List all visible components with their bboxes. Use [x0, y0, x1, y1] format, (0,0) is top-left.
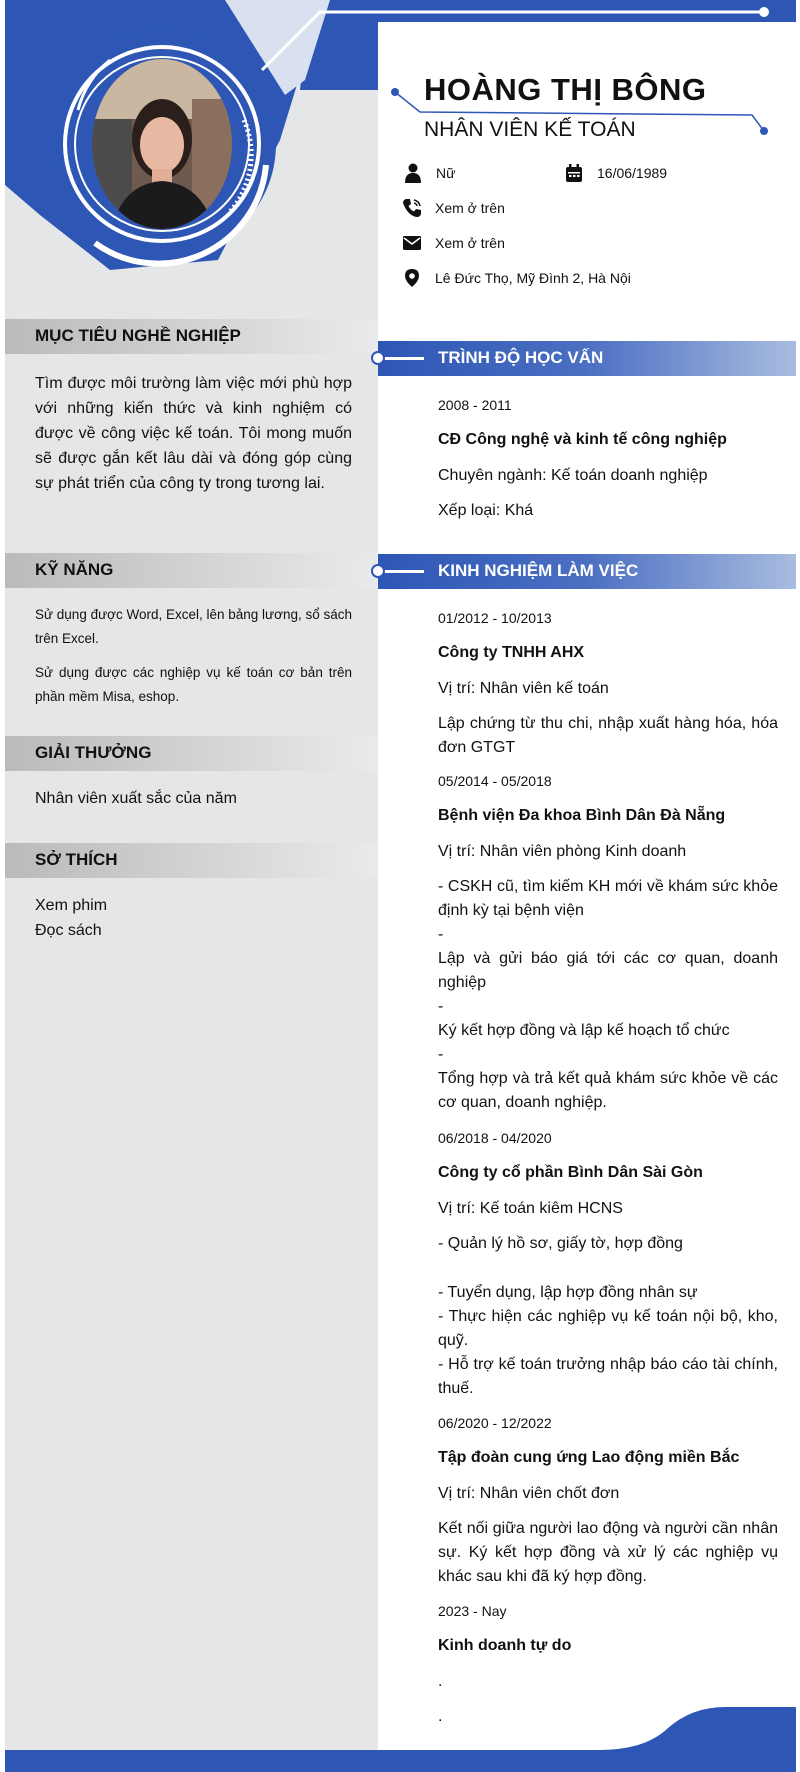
- education-period: 2008 - 2011: [438, 397, 512, 413]
- award-item: Nhân viên xuất sắc của năm: [35, 790, 237, 807]
- job-description: -: [438, 998, 444, 1015]
- job-position: Vị trí: Nhân viên phòng Kinh doanh: [438, 843, 687, 860]
- job-company: Tập đoàn cung ứng Lao động miền Bắc: [438, 1449, 740, 1466]
- job-description: .: [438, 1673, 443, 1690]
- job-company: Công ty cổ phần Bình Dân Sài Gòn: [438, 1164, 703, 1181]
- education-school: CĐ Công nghệ và kinh tế công nghiệp: [438, 431, 727, 448]
- skill-item: Sử dụng được Word, Excel, lên bảng lương, sổ sách trên Excel.: [35, 607, 352, 646]
- job-description: - Thực hiện các nghiệp vụ kế toán nội bộ, kho, quỹ.: [438, 1308, 778, 1349]
- job-description: Lập và gửi báo giá tới các cơ quan, doanh nghiệp: [438, 950, 778, 991]
- job-period: 05/2014 - 05/2018: [438, 773, 552, 789]
- job-description: Lập chứng từ thu chi, nhập xuất hàng hóa, hóa đơn GTGT: [438, 715, 778, 756]
- education-major: Chuyên ngành: Kế toán doanh nghiệp: [438, 467, 708, 484]
- education-grade: Xếp loại: Khá: [438, 502, 534, 519]
- email-info: [402, 233, 505, 253]
- awards-heading: GIẢI THƯỞNG: [35, 743, 152, 762]
- objective-section-header: [5, 319, 378, 354]
- hobbies-section-header: [5, 843, 378, 878]
- objective-text: Tìm được môi trường làm việc mới phù hợp với những kiến thức và kinh nghiệm có được về công việc kế toán. Tôi mong muốn sẽ được gắn kết lâu dài và đóng góp cùng sự phát triển của công ty trong tương lai.: [35, 375, 352, 492]
- phone-info: [402, 198, 505, 218]
- job-description: Kết nối giữa người lao động và người cần nhân sự. Ký kết hợp đồng và xử lý các nghiệp vụ khác sau khi đã ký hợp đồng.: [438, 1520, 778, 1585]
- awards-section-header: [5, 736, 378, 771]
- hobby-item: Xem phim: [35, 897, 108, 914]
- birthday-info: [564, 163, 667, 183]
- education-heading: TRÌNH ĐỘ HỌC VẤN: [438, 348, 604, 367]
- address-value: Lê Đức Thọ, Mỹ Đình 2, Hà Nội: [435, 270, 631, 286]
- person-icon: [403, 163, 423, 183]
- objective-heading: MỤC TIÊU NGHỀ NGHIỆP: [35, 326, 241, 345]
- skills-section-header: [5, 553, 378, 588]
- phone-value: Xem ở trên: [435, 200, 505, 216]
- bottom-bar: [5, 1750, 796, 1772]
- job-company: Kinh doanh tự do: [438, 1637, 572, 1654]
- job-period: 01/2012 - 10/2013: [438, 610, 552, 626]
- candidate-name: HOÀNG THỊ BÔNG: [424, 72, 707, 107]
- job-company: Công ty TNHH AHX: [438, 644, 585, 661]
- job-description: -: [438, 926, 444, 943]
- experience-section-header: [378, 554, 796, 589]
- job-description: - Tuyển dụng, lập hợp đồng nhân sự: [438, 1284, 698, 1301]
- skills-heading: KỸ NĂNG: [35, 560, 114, 579]
- job-period: 06/2020 - 12/2022: [438, 1415, 552, 1431]
- skill-item: Sử dụng được các nghiệp vụ kế toán cơ bản trên phần mềm Misa, eshop.: [35, 665, 352, 704]
- job-company: Bệnh viện Đa khoa Bình Dân Đà Nẵng: [438, 807, 726, 824]
- address-info: [402, 268, 631, 288]
- birthday-value: 16/06/1989: [597, 165, 668, 181]
- profile-photo: [92, 59, 232, 229]
- job-description: Ký kết hợp đồng và lập kế hoạch tổ chức: [438, 1022, 730, 1039]
- phone-icon: [402, 198, 422, 218]
- job-description: - Hỗ trợ kế toán trưởng nhập báo cáo tài chính, thuế.: [438, 1356, 778, 1397]
- job-position: Vị trí: Nhân viên chốt đơn: [438, 1485, 620, 1502]
- job-description: -: [438, 1046, 444, 1063]
- mail-icon: [402, 233, 422, 253]
- job-period: 2023 - Nay: [438, 1603, 507, 1619]
- email-value: Xem ở trên: [435, 235, 505, 251]
- job-description: - Quản lý hồ sơ, giấy tờ, hợp đồng: [438, 1235, 683, 1252]
- footer-decoration: [600, 1700, 796, 1750]
- job-description: .: [438, 1708, 443, 1725]
- job-period: 06/2018 - 04/2020: [438, 1130, 552, 1146]
- education-section-header: [378, 341, 796, 376]
- job-description: Tổng hợp và trả kết quả khám sức khỏe về các cơ quan, doanh nghiệp.: [438, 1070, 778, 1111]
- hobbies-heading: SỞ THÍCH: [35, 850, 118, 869]
- candidate-title: NHÂN VIÊN KẾ TOÁN: [424, 118, 636, 141]
- gender-info: [403, 163, 455, 183]
- gender-value: Nữ: [436, 165, 456, 181]
- experience-heading: KINH NGHIỆM LÀM VIỆC: [438, 561, 639, 580]
- hobby-item: Đọc sách: [35, 922, 102, 939]
- job-position: Vị trí: Nhân viên kế toán: [438, 680, 609, 697]
- location-pin-icon: [402, 268, 422, 288]
- job-description: - CSKH cũ, tìm kiếm KH mới về khám sức khỏe định kỳ tại bệnh viện: [438, 878, 778, 919]
- calendar-icon: [564, 163, 584, 183]
- job-position: Vị trí: Kế toán kiêm HCNS: [438, 1200, 623, 1217]
